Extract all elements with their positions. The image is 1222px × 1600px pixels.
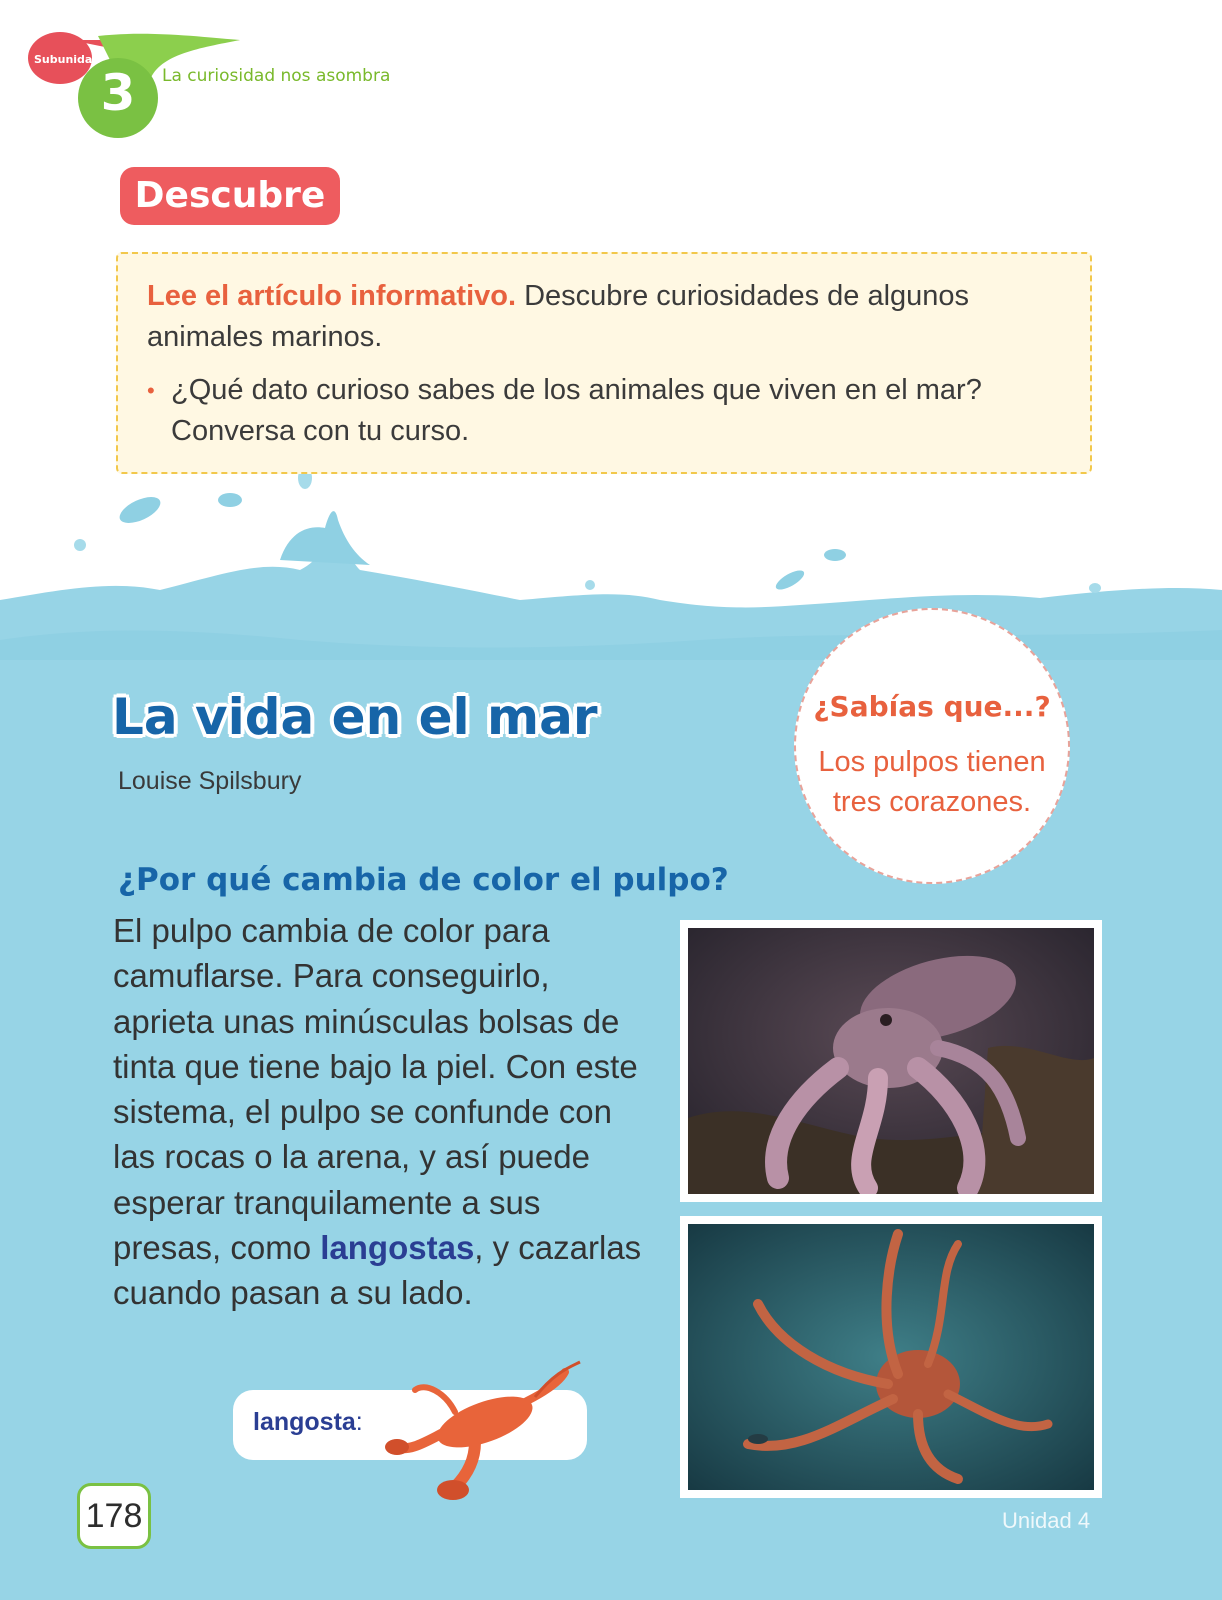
octopus-rocks-image xyxy=(688,928,1094,1194)
instructions-text: Descubre curiosidades de algunos animales marinos. xyxy=(147,280,970,353)
unit-label: Unidad 4 xyxy=(1002,1508,1091,1533)
octopus-photo-swimming xyxy=(680,1216,1102,1498)
body-text-after: , y cazarlas cuando pasan a su lado. xyxy=(113,1229,642,1312)
glossary-term-label xyxy=(253,1408,363,1437)
glossary-colon: : xyxy=(355,1408,363,1436)
body-text-before: El pulpo cambia de color para camuflarse. Para conseguirlo, aprieta unas minúsculas bolsas de tinta que tiene bajo la piel. Con este sistema, el pulpo se confunde con las rocas o la arena, y así puede esperar tranquilamente a sus presas, como xyxy=(113,912,638,1267)
did-you-know-text: Los pulpos tienen tres corazones. xyxy=(818,746,1046,818)
article-body xyxy=(113,908,653,1316)
did-you-know-heading: ¿Sabías que...? xyxy=(813,690,1051,723)
instructions-paragraph xyxy=(147,276,1060,358)
octopus-swimming-image xyxy=(688,1224,1094,1490)
page-number: 178 xyxy=(77,1483,151,1549)
glossary-term: langosta xyxy=(253,1408,356,1436)
article-question: ¿Por qué cambia de color el pulpo? xyxy=(118,862,729,898)
article-author: Louise Spilsbury xyxy=(118,767,302,795)
section-badge: Descubre xyxy=(120,167,340,225)
lobster-icon xyxy=(385,1352,585,1502)
instructions-bullet-text: ¿Qué dato curioso sabes de los animales que viven en el mar? Conversa con tu curso. xyxy=(171,374,982,447)
glossary-keyword: langostas xyxy=(320,1229,475,1267)
subunit-number: 3 xyxy=(100,64,136,122)
bullet-icon: • xyxy=(147,378,155,403)
octopus-photo-rocks xyxy=(680,920,1102,1202)
article-title: La vida en el mar xyxy=(112,688,598,746)
subunit-title: La curiosidad nos asombra xyxy=(162,66,391,86)
did-you-know-bubble xyxy=(794,608,1070,884)
subunit-label: Subunidad xyxy=(34,53,101,66)
instructions-box xyxy=(116,252,1092,474)
instructions-bullet xyxy=(147,370,1060,452)
instructions-lead: Lee el artículo informativo. xyxy=(147,280,517,312)
